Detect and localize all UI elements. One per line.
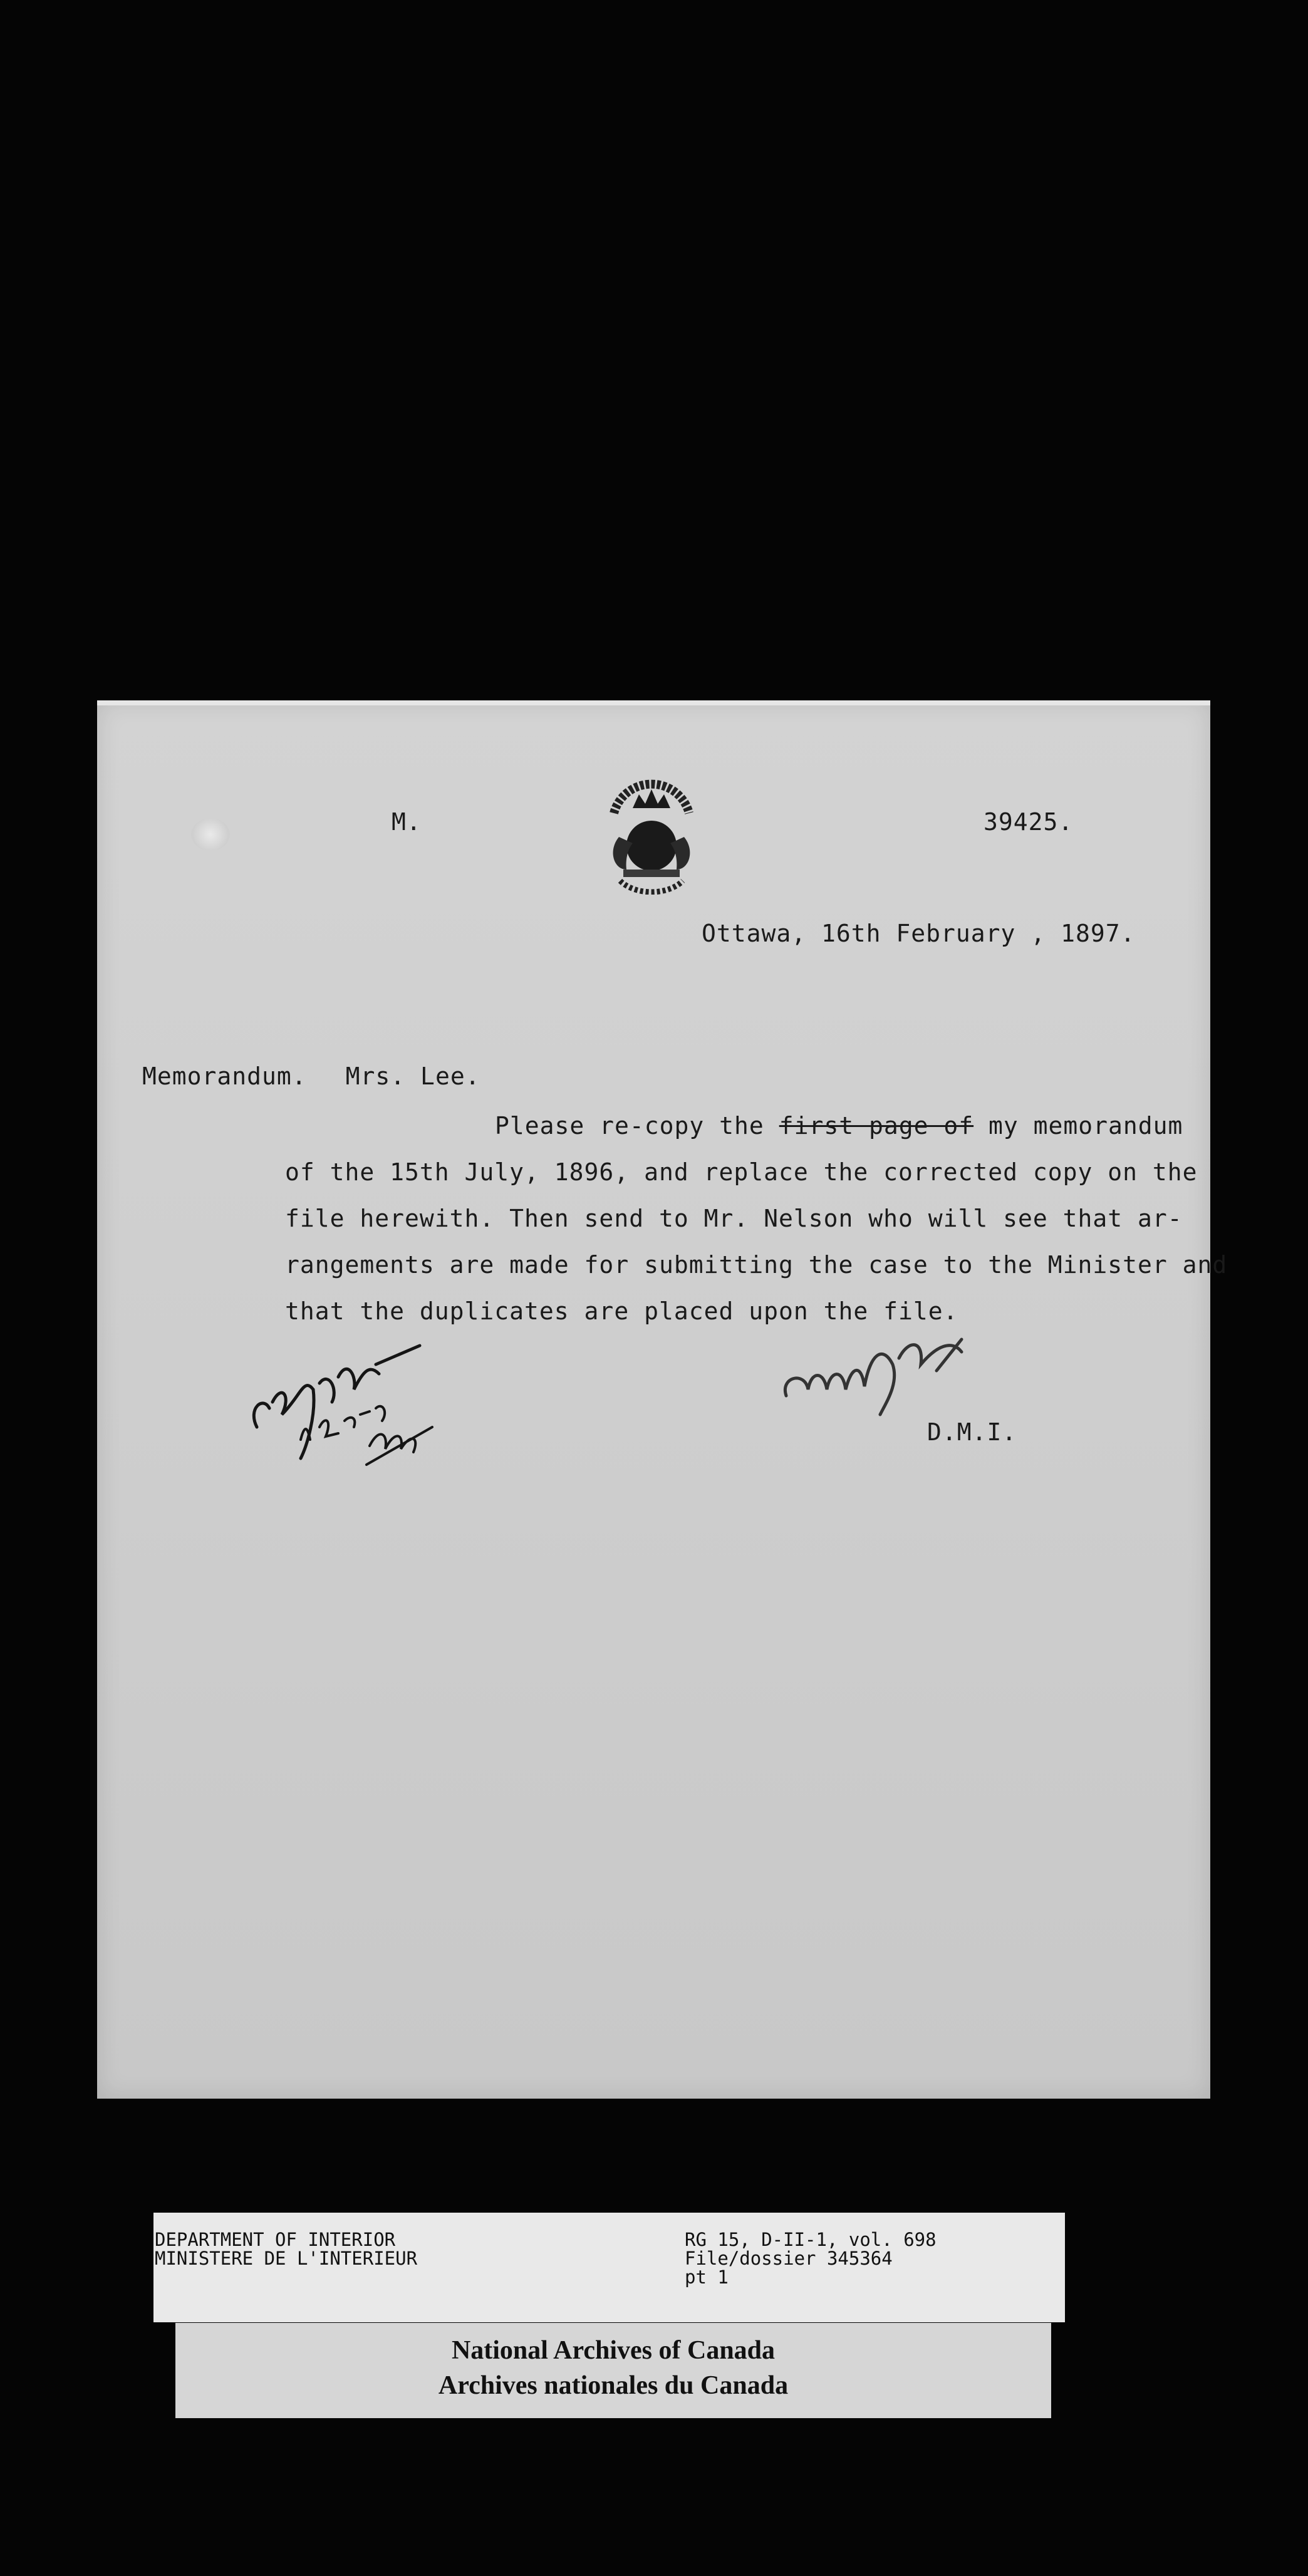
file-number: 39425. [984, 808, 1074, 836]
department-seal-icon [601, 776, 702, 895]
paper-top-edge [97, 700, 1210, 705]
memo-label: Memorandum. [142, 1062, 307, 1090]
record-group: RG 15, D-II-1, vol. 698 [685, 2229, 937, 2250]
department-fr: MINISTERE DE L'INTERIEUR [155, 2248, 418, 2269]
archives-name-fr: Archives nationales du Canada [438, 2371, 789, 2400]
body-line [285, 1103, 1183, 1149]
header-letter: M. [392, 808, 422, 836]
part-number: pt 1 [685, 2267, 729, 2288]
signature-initials: D.M.I. [927, 1418, 1017, 1446]
body-text: my memorandum [989, 1112, 1183, 1140]
handwritten-note [244, 1321, 457, 1471]
place-date: Ottawa, 16th February , 1897. [702, 920, 1136, 947]
memo-recipient: Mrs. Lee. [345, 1062, 480, 1090]
body-line: that the duplicates are placed upon the file. [285, 1297, 958, 1325]
body-text: Please re-copy the [495, 1112, 764, 1140]
struck-text: first page of [779, 1112, 974, 1140]
memo-heading [142, 1062, 480, 1090]
paper-stain [191, 818, 230, 851]
body-line: of the 15th July, 1896, and replace the corrected copy on the [285, 1158, 1198, 1186]
department-label [155, 2230, 417, 2268]
body-line: file herewith. Then send to Mr. Nelson who will see that ar- [285, 1205, 1183, 1232]
file-dossier: File/dossier 345364 [685, 2248, 893, 2269]
document-page [97, 700, 1228, 2099]
record-reference [685, 2230, 937, 2287]
archives-name-en: National Archives of Canada [451, 2336, 776, 2365]
archives-banner [175, 2323, 1051, 2418]
memo-body [285, 1103, 1228, 1334]
archive-reference-label [153, 2213, 1065, 2322]
handwritten-signature [774, 1327, 999, 1421]
body-line: rangements are made for submitting the case to the Minister and [285, 1251, 1228, 1279]
department-en: DEPARTMENT OF INTERIOR [155, 2229, 396, 2250]
